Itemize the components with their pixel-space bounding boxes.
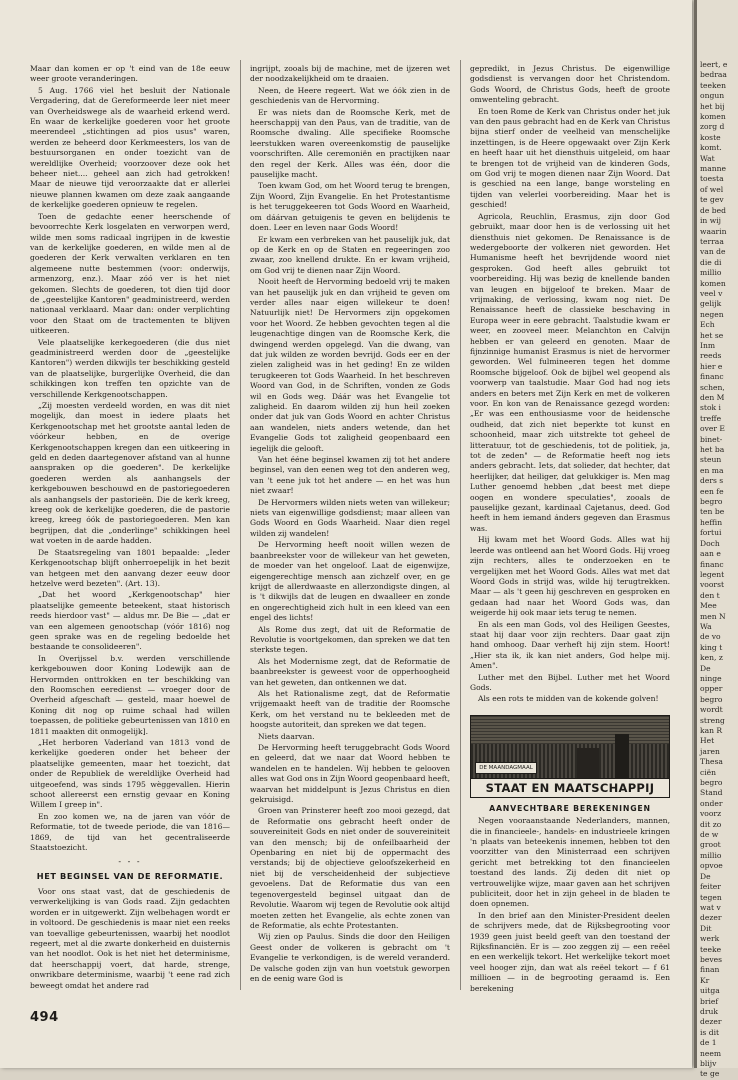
paragraph: Luther met den Bijbel. Luther met het Woord Gods.	[470, 672, 670, 692]
adjacent-page-line: van de	[700, 247, 726, 257]
adjacent-page-line: blijv	[700, 1059, 717, 1068]
adjacent-page-line: en ma	[700, 465, 724, 475]
adjacent-page-line: millio	[700, 850, 722, 860]
paragraph: Als het Modernisme zegt, dat de Reformatie de baanbreekster is geweest voor de opperhoogheid van het geweten, dan ontkennen we dat.	[250, 656, 450, 687]
banner-sky	[471, 716, 669, 744]
adjacent-page-line: waarin	[700, 226, 727, 236]
paragraph: In den brief aan den Minister-President deelen de schrijvers mede, dat de Rijksbegrooting voor 1939 geen juist beeld geeft van den toestand der Rijksfinanciën. Er is — zoo zeggen zij — een reëel en een werkelijk tekort. Het werkelijke tekort moet veel hooger zijn, dan wat als reëel tekort — f 61 millioen — in de begrooting geraamd is. Een berekening	[470, 910, 670, 993]
adjacent-page-line: de 1	[700, 1038, 717, 1048]
paragraph: „Dat het woord „Kerkgenootschap" hier plaatselijke gemeente beteekent, staat historisch reeds hierdoor vast" — aldus mr. De Bie — „dat er van een algemeen genootschap (vóór 1816) nog geen sprake was en de regeling bedoelde het bestaande te consolideeren".	[30, 590, 230, 652]
adjacent-page-line: Mee	[700, 601, 717, 611]
paragraph: Nooit heeft de Hervorming bedoeld vrij te maken van het pauselijk juk en dan vrijheid te geven om verder alles naar eigen willekeur te doen! Natuurlijk niet! De Hervormers zijn opgekomen voor het Woord. Ze hebben gevochten tegen al die leugenachtige dingen van de Roomsche Kerk, die dwingend werden opgelegd. Van die dwang, van dat juk wilden ze worden bevrijd. Gods eer en der zielen zaligheid was in het geding! En ze wilden terugkeeren tot Gods Waarheid. In het beschreven Woord van God, in de Schriften, vonden ze Gods wil en Gods weg. Dáár was het Evangelie tot zaligheid. En daarom wilden zij hun heil zoeken onder dat juk van Gods Woord en achter Christus aan wandelen, niets anders wetende, dan het Evangelie Gods tot zaligheid geopenbaard een iegelijk die gelooft.	[250, 277, 450, 453]
banner-title: STAAT EN MAATSCHAPPIJ	[471, 778, 669, 797]
paragraph: „Het herboren Vaderland van 1813 vond de kerkelijke goederen onder het beheer der plaatselijke gemeenten, maar het toezicht, dat onder de Republiek de wereldlijke Overheid had uitgeoefend, was sinds 1795 wèggevallen. Hierin schoot allereerst een ernstig gevaar en Koning Willem I greep in".	[30, 738, 230, 810]
column-divider	[460, 60, 461, 990]
paragraph: De Staatsregeling van 1801 bepaalde: „Ieder Kerkgenootschap blijft onherroepelijk in het bezit van hetgeen met den aanvang dezer eeuw door hetzelve werd bezeten". (Art. 13).	[30, 547, 230, 588]
adjacent-page-line: den M	[700, 393, 725, 402]
adjacent-page-line: het ba	[700, 445, 725, 455]
adjacent-page-line: voorst	[700, 580, 725, 590]
column-1	[30, 64, 230, 990]
adjacent-page-line: over E	[700, 424, 725, 434]
paragraph: Er was niets dan de Roomsche Kerk, met de heerschappij van den Paus, van de traditie, van de Roomsche dwaling. Alle specifieke Roomsche leerstukken waren overeenkomstig de pauselijke voorschriften. Alle ceremoniën en practijken naar den regel der Kerk. Alles was één, door die pauselijke macht.	[250, 107, 450, 180]
adjacent-page-line: tegen	[700, 892, 722, 902]
adjacent-page-line: uitga	[700, 986, 720, 996]
paragraph: En als een man Gods, vol des Heiligen Geestes, staat hij daar voor zijn rechters. Daar gaat zijn hand omhoog. Daar verheft hij zijn stem. Hoort! „Hier sta ik, ik kan niet anders, God helpe mij. Amen".	[470, 619, 670, 671]
paragraph: Er kwam een verbreken van het pauselijk juk, dat op de Kerk en op de Staten en regeeringen zoo zwaar, zoo knellend drukte. En er kwam vrijheid, om God vrij te dienen naar Zijn Woord.	[250, 234, 450, 275]
adjacent-page-line: begro	[700, 694, 723, 704]
paragraph: De Hervorming heeft teruggebracht Gods Woord en geleerd, dat we naar dat Woord hebben te wandelen en te handelen. Wij hebben te gelooven alles wat God ons in Zijn Woord geopenbaard heeft, waarvan het middelpunt is Jezus Christus en dien gekruisigd.	[250, 743, 450, 805]
paragraph: Voor ons staat vast, dat de geschiedenis de verwerkelijking is van Gods raad. Zijn gedachten worden er in uitgewerkt. Zijn welbehagen wordt er in voltoord. De geschiedenis is maar niet een reeks van toevallige gebeurtenissen, waarbij het noodlot regeert, met al die zwarte donkerheid en duisternis van het noodlot. Ook is het niet het determinisme, dat heerschappij voert, dat harde, strenge, onwrikbare determinisme, waarbij 't eene rad zich beweegt omdat het andere rad	[30, 886, 230, 990]
adjacent-page-line: komen	[700, 278, 726, 288]
adjacent-page-line: den t	[700, 590, 720, 600]
adjacent-page-line: ken, z	[700, 653, 723, 663]
adjacent-page-line: Dit	[700, 923, 712, 933]
adjacent-page-line: leert, e	[700, 60, 728, 69]
column-2	[250, 64, 450, 984]
adjacent-page-line: financ	[700, 559, 724, 569]
adjacent-page-line: onder	[700, 798, 723, 808]
adjacent-page-line: kan R	[700, 726, 723, 735]
paragraph: En toen Rome de Kerk van Christus onder het juk van den paus gebracht had en de Kerk van Christus bijna stierf onder de veelheid van menschelijke inzettingen, is de Heere opgewaakt over Zijn Kerk en heeft haar uit het diensthuis uitgeleid, om haar te brengen tot de vrijheid van de kinderen Gods, om God vrij te mogen dienen naar Zijn Woord. Dat is geschied na een lange, bange worsteling en tijden van velerlei voorbereiding. Maar het is geschied!	[470, 106, 670, 210]
paragraph: De Hervorming heeft nooit willen wezen de baanbreekster voor de willekeur van het geweten, de moeder van het ongeloof. Laat de eigenwijze, eigengerechtige mensch aan zichzelf over, en ge krijgt de allerdwaaste en allerzondigste dingen, al is 't dikwijls dat de leugen en dwaalleer en zonde en ongerechtigheid zich hult in een kleed van een engel des lichts!	[250, 540, 450, 623]
paragraph: Als een rots te midden van de kokende golven!	[478, 694, 659, 704]
adjacent-page-line: terraa	[700, 236, 724, 246]
paragraph: Hij kwam met het Woord Gods. Alles wat hij leerde was ontleend aan het Woord Gods. Hij vroeg zijn rechters, alles te onderzoeken en te vergelijken met het Woord Gods. Alles wat met dat Woord Gods in strijd was, wilde hij terugtrekken. Maar — als 't geen hij geschreven en gesproken en gedaan had naar het Woord Gods was, dan weigerde hij ook maar iets terug te nemen.	[470, 535, 670, 618]
adjacent-page-line: treffe	[700, 413, 722, 423]
adjacent-page-line: groot	[700, 840, 721, 850]
paragraph: Van het ééne beginsel kwamen zij tot het andere beginsel, van den eenen weg tot den anderen weg, van 't eene juk tot het andere — en het was hun niet zwaar!	[250, 455, 450, 496]
adjacent-page-line: ninge	[700, 673, 722, 683]
adjacent-page-line: aan e	[700, 549, 721, 559]
adjacent-page-line: de w	[700, 830, 719, 840]
adjacent-page-line: Wat	[700, 153, 715, 163]
paragraph: Als het Rationalisme zegt, dat de Reformatie vrijgemaakt heeft van de traditie der Roomsche Kerk, om het verstand nu te bekleeden met de hoogste autoriteit, dan spreken we dat tegen.	[250, 688, 450, 730]
adjacent-page-line: voorz	[700, 809, 722, 819]
adjacent-page-line: brief	[700, 996, 719, 1006]
adjacent-page-line: men N	[700, 611, 726, 621]
adjacent-page-line: schen,	[700, 382, 725, 392]
adjacent-page-line: ders s	[700, 476, 724, 486]
adjacent-page-line: legent	[700, 569, 725, 579]
adjacent-page-line: te gev	[700, 195, 724, 205]
adjacent-page-line: wordt	[700, 705, 723, 715]
adjacent-page-line: De	[700, 663, 711, 673]
paragraph: Wij zien op Paulus. Sinds die door den Heiligen Geest onder de volkeren is gebracht om 't Evangelie te verkondigen, is de wereld veranderd. De valsche goden zijn van hun voetstuk geworpen en de eenig ware God is	[250, 932, 450, 983]
paragraph: De Hervormers wilden niets weten van willekeur; niets van eigenwillige godsdienst; maar alleen van Gods Woord en Gods Waarheid. Naar dien regel wilden zij wandelen!	[250, 497, 450, 538]
adjacent-page-line: het se	[700, 330, 724, 340]
adjacent-page-line: begro	[700, 778, 723, 788]
adjacent-page-line: gelijk	[700, 299, 722, 309]
paragraph: gepredikt, in Jezus Christus. De eigenwillige godsdienst is vervangen door het Christendom. Gods Woord, de Christus Gods, heeft de groote omwenteling gebracht.	[470, 64, 670, 105]
adjacent-page-line: teeke	[700, 944, 722, 954]
adjacent-page-line: wat v	[700, 902, 721, 912]
adjacent-page-line: bedraa	[700, 70, 727, 80]
paragraph: Negen vooraanstaande Nederlanders, mannen, die in financieele-, handels- en industrieele kringen 'n plaats van beteekenis innemen, hebben tot den voorzitter van den Ministerraad een schrijven gericht met betrekking tot den financieelen toestand des lands. Zij deden dit niet op vertrouwelijke wijze, maar gaven aan het schrijven publiciteit, door het in zijn geheel in de bladen te doen opnemen.	[470, 816, 670, 909]
adjacent-page-line: Doch	[700, 538, 720, 548]
adjacent-page-line: reeds	[700, 351, 722, 361]
adjacent-page-line: is dit	[700, 1027, 720, 1037]
adjacent-page-line: het bij	[700, 101, 725, 111]
adjacent-page-line: Thesa	[700, 757, 723, 767]
adjacent-page-text	[697, 0, 738, 1080]
adjacent-page-line: feiter	[700, 882, 721, 892]
adjacent-page-line: steun	[700, 455, 722, 465]
adjacent-page-line: hier e	[700, 361, 723, 371]
adjacent-page-line: in wij	[700, 216, 722, 226]
paragraph: Niets daarvan.	[258, 731, 315, 741]
adjacent-page-line: dezer	[700, 913, 722, 923]
page-number: 494	[30, 1010, 59, 1025]
adjacent-page-edge	[694, 0, 738, 1079]
paragraph: Toen kwam God, om het Woord terug te brengen, Zijn Woord, Zijn Evangelie. En het Protestantisme is het teruggekeeren tot Gods Woord en Waarheid, om dáárvan getuigenis te geven en belijdenis te doen. Leer en leven naar Gods Woord!	[250, 181, 450, 233]
adjacent-page-line: dit zo	[700, 819, 722, 829]
adjacent-page-line: Het	[700, 736, 715, 746]
paragraph: Agricola, Reuchlin, Erasmus, zijn door God gebruikt, maar door hen is de verlossing uit het diensthuis niet gekomen. De Renaissance is de wedergeboorte der volkeren niet geworden. Het Humanisme heeft het bevrijdende woord niet gesproken. God heeft alles gebruikt tot voorbereiding. Hij was bezig de knellende banden van leugen en bijgeloof te breken. Maar de vrijmaking, de verlossing, kwam nog niet. De Renaissance heeft de classieke beschaving in Europa weer in eere gebracht. Taalstudie kwam er weer, en zooveel meer. Melanchton en Calvijn hebben er van geleerd en genoten. Maar de fijnzinnige humanist Erasmus is niet de hervormer geworden. Wel fulmineeren tegen het domme Roomsche bijgeloof. Ook de bijbel wel geopend als voorwerp van taalstudie. Maar God had nog iets anders en beters met Zijn Kerk en met de volkeren voor. En kon van de Renaissance gezegd worden: „Er was een enthousiasme voor de heidensche oudheid, dat zich niet beperkte tot kunst en schoonheid, maar zich uitstrekte tot geheel de litteratuur, tot de geschiedenis, tot de politiek, ja, tot de zeden" — de Reformatie heeft nog iets anders gebracht. Iets, dat solieder, dat hechter, dat heerlijker, dat heiliger, dat gelukkiger is. Men mag Luther genoemd hebben „dat beest met diepe oogen en wondere speculaties", zooals de pauselijke gezant, kardinaal Cajetanus, deed. God heeft in hem iemand ánders gegeven dan Erasmus was.	[470, 211, 670, 533]
adjacent-page-line: druk	[700, 1006, 718, 1016]
adjacent-page-line: king t	[700, 642, 723, 652]
article-subheading: AANVECHTBARE BEREKENINGEN	[489, 803, 651, 813]
adjacent-page-line: veel v	[700, 288, 723, 298]
banner-building	[577, 748, 599, 778]
adjacent-page-line: beves	[700, 954, 723, 964]
paragraph: Vele plaatselijke kerkegoederen (die dus niet geadministreerd werden door de „geestelijke Kantoren") werden dikwijls ter beschikking gesteld van de plaatselijke, burgerlijke Overheid, die dan schikkingen kon treffen ten opzichte van de verschillende Kerkgenootschappen.	[30, 337, 230, 399]
adjacent-page-line: Kr	[700, 975, 710, 985]
adjacent-page-line: koste	[700, 132, 721, 142]
adjacent-page-line: neem	[700, 1048, 722, 1058]
paragraph: In Overijssel b.v. werden verschillende kerkgebouwen door Koning Lodewijk aan de Hervormden onttrokken en ter beschikking van den Roomschen eeredienst — vroeger door de Overheid afgeschaft — gesteld, maar hoewel de Koning dit nog op ruime schaal had willen toepassen, de politieke gebeurtenissen van 1810 en 1811 maakten dit onmogelijk].	[30, 653, 230, 736]
banner-plaque: DE MAANDAGMAAL	[475, 762, 537, 774]
adjacent-page-line: komt.	[700, 143, 722, 153]
adjacent-page-line: toesta	[700, 174, 724, 184]
paragraph: Toen de gedachte eener heerschende of bevoorrechte Kerk losgelaten en verworpen werd, wilde men soms radicaal ingrijpen in de kwestie van de kerkelijke goederen, en wilde men al de goederen der Kerk verwalten verklaren en ten algemeene nutte bestemmen (voor: onderwijs, armenzorg, enz.). Maar zóó ver is het niet gekomen. Slechts de goederen, tot dien tijd door de „geestelijke Kantoren" geadministreerd, werden nationaal verklaard. Maar dan: onder verplichting voor den Staat om de tractementen te blijven uitkeeren.	[30, 211, 230, 336]
adjacent-page-line: teeken	[700, 80, 727, 90]
section-heading: HET BEGINSEL VAN DE REFORMATIE.	[36, 870, 224, 881]
adjacent-page-line: werk	[700, 934, 720, 944]
adjacent-page-line: manne	[700, 164, 727, 174]
adjacent-page-line: binet-	[700, 434, 723, 444]
adjacent-page-line: negen	[700, 309, 724, 319]
adjacent-page-line: streng	[700, 715, 725, 725]
adjacent-page-line: de vo	[700, 632, 721, 642]
adjacent-page-line: Wa	[700, 621, 712, 631]
adjacent-page-line: opvoe	[700, 861, 723, 871]
paragraph: En zoo komen we, na de jaren van vóór de Reformatie, tot de tweede periode, die van 1816—1869, de tijd van het gecentraliseerde Staatstoezicht.	[30, 811, 230, 853]
adjacent-page-line: een fe	[700, 486, 724, 496]
adjacent-page-line: ciën	[700, 767, 717, 777]
adjacent-page-line: dezer	[700, 1017, 722, 1027]
adjacent-page-line: ten be	[700, 507, 725, 517]
adjacent-page-line: De	[700, 871, 711, 881]
adjacent-page-line: Ech	[700, 320, 715, 330]
adjacent-page-line: finan	[700, 965, 720, 975]
adjacent-page-line: financ	[700, 372, 724, 382]
adjacent-page-line: ongun	[700, 91, 725, 101]
adjacent-page-line: te ge	[700, 1069, 720, 1079]
paragraph: Als Rome dus zegt, dat uit de Reformatie de Revolutie is voortgekomen, dan spreken we dat ten sterkste tegen.	[250, 624, 450, 655]
adjacent-page-line: fortui	[700, 528, 722, 538]
paragraph: Groen van Prinsterer heeft zoo mooi gezegd, dat de Reformatie ons gebracht heeft onder de souvereiniteit Gods en niet onder de souvereiniteit van den mensch; bij de onfeilbaarheid der Openbaring en niet bij de oppermacht des verstands; bij de objectieve geloofszekerheid en niet bij de verscheidenheid der subjectieve gevoelens. Dat de Reformatie dus van een tegenovergesteld beginsel uitgaat dan de Revolutie. Waarom wij tegen de Revolutie ook altijd moeten zetten het Evangelie, als echte zonen van de Reformatie, als echte Protestanten.	[250, 806, 450, 930]
adjacent-page-line: Inm	[700, 340, 716, 350]
column-3	[470, 64, 670, 993]
adjacent-page-line: begro	[700, 497, 723, 507]
paragraph: „Zij moesten verdeeld worden, en was dit niet mogelijk, dan moest in iedere plaats het Kerkgenootschap met het grootste aantal leden de vóórkeur hebben, en de overige Kerkgenootschappen kregen dan een uitkeering in geld en deden daartegenover afstand van al hunne aanspraken op die goederen". De kerkelijke goederen werden als aanhangsels der kerkgebouwen beschouwd en de pastoriegoederen als aanhangsels der pastorieën. Die de kerk kreeg, kreeg ook de kerkelijke goederen, die de pastorie kreeg, kreeg óók de pastoriegoederen. Men kan begrijpen, dat die „onderlinge" schikkingen heel wat voeten in de aarde hadden.	[30, 401, 230, 546]
adjacent-page-line: jaren	[700, 746, 720, 756]
paragraph: 5 Aug. 1766 viel het besluit der Nationale Vergadering, dat de Gereformeerde leer niet meer van Overheidswege als de waarheid erkend werd. En waar de kerkelijke goederen voor het groote meerendeel „stichtingen ad pios usus" waren, werden ze beheerd door Kerkmeesters, los van de bestuursorganen en onder toezicht van de wereldlijke Overheid; voorzoover deze ook het beheer niet.... geheel aan zich had getrokken! Maar de nieuwe tijd veroorzaakte dat er allerlei nieuwe plannen kwamen om deze zaak aangaande de kerkelijke goederen opnieuw te regelen.	[30, 85, 230, 210]
banner-illustration	[471, 716, 669, 778]
column-divider	[240, 60, 241, 990]
paragraph: ingrijpt, zooals bij de machine, met de ijzeren wet der noodzakelijkheid om te draaien.	[250, 64, 450, 84]
adjacent-page-line: komen	[700, 112, 726, 122]
section-banner	[470, 715, 670, 798]
paragraph: Maar dan komen er op 't eind van de 18e eeuw weer groote veranderingen.	[30, 64, 230, 84]
paragraph: Neen, de Heere regeert. Wat we óók zien in de geschiedenis van de Hervorming.	[250, 85, 450, 106]
banner-tower	[615, 734, 629, 778]
adjacent-page-line: zorg d	[700, 122, 725, 132]
adjacent-page-line: die di	[700, 257, 722, 267]
adjacent-page-line: heffin	[700, 517, 723, 527]
adjacent-page-line: de bed	[700, 205, 726, 215]
adjacent-page-line: stok i	[700, 403, 721, 413]
adjacent-page-line: opper	[700, 684, 723, 694]
adjacent-page-line: Stand	[700, 788, 723, 798]
adjacent-page-line: millio	[700, 268, 722, 278]
adjacent-page-line: of wel	[700, 184, 724, 194]
section-separator: - - -	[118, 857, 142, 867]
